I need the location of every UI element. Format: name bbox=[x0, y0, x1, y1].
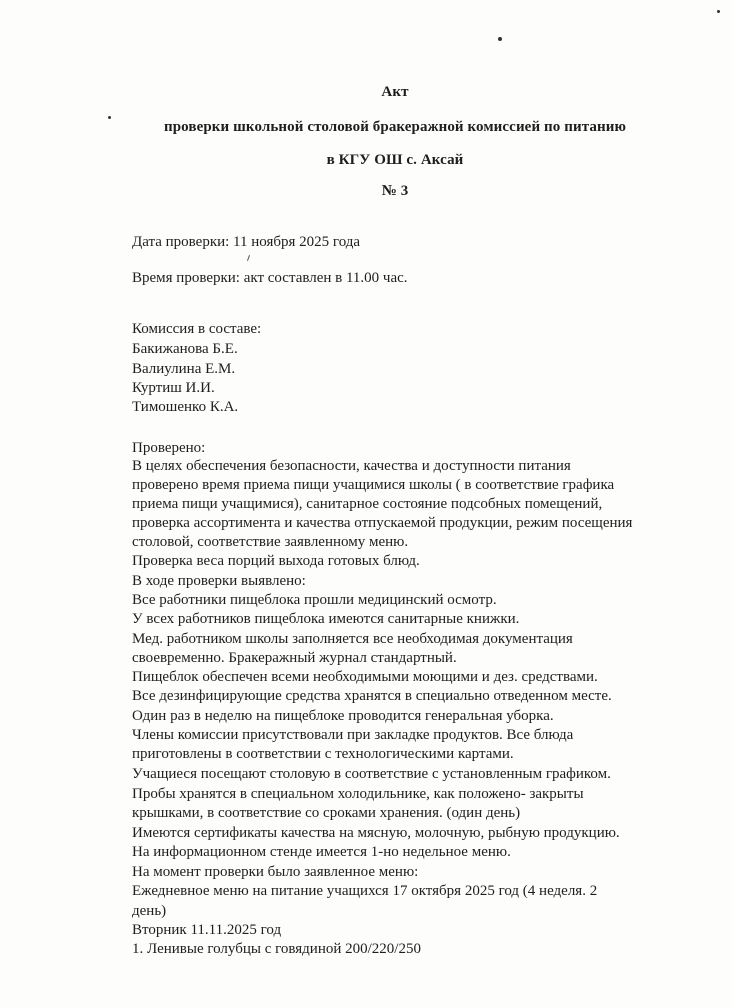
body-line: Пробы хранятся в специальном холодильнике, как положено- закрыты bbox=[132, 786, 584, 802]
commission-member: Бакижанова Б.Е. bbox=[132, 341, 238, 357]
body-line: На информационном стенде имеется 1-но недельное меню. bbox=[132, 844, 511, 860]
body-line: Проверка веса порций выхода готовых блюд. bbox=[132, 553, 420, 569]
document-number: № 3 bbox=[381, 183, 409, 199]
commission-member: Тимошенко К.А. bbox=[132, 399, 239, 415]
body-line: Один раз в неделю на пищеблоке проводится генеральная уборка. bbox=[132, 708, 554, 724]
body-line: В ходе проверки выявлено: bbox=[132, 573, 306, 589]
body-line: Вторник 11.11.2025 год bbox=[132, 922, 282, 938]
scan-mark bbox=[247, 255, 250, 261]
body-line: своевременно. Бракеражный журнал стандартный. bbox=[132, 650, 457, 666]
body-line: Члены комиссии присутствовали при закладке продуктов. Все блюда bbox=[132, 727, 574, 743]
body-line: приготовлены в соответствии с технологическими картами. bbox=[132, 746, 514, 762]
body-line: Учащиеся посещают столовую в соответствие с установленным графиком. bbox=[132, 766, 611, 782]
body-line: Проверено: bbox=[132, 440, 206, 456]
scan-speck bbox=[108, 116, 111, 119]
body-line: На момент проверки было заявленное меню: bbox=[132, 864, 419, 880]
body-line: У всех работников пищеблока имеются санитарные книжки. bbox=[132, 611, 520, 627]
document-title: Акт bbox=[381, 84, 409, 100]
body-line: проверено время приема пищи учащимися школы ( в соответствие графика bbox=[132, 477, 615, 493]
check-time: Время проверки: акт составлен в 11.00 час. bbox=[132, 270, 408, 286]
scan-speck bbox=[717, 10, 720, 13]
commission-member: Куртиш И.И. bbox=[132, 380, 215, 396]
document-subtitle: проверки школьной столовой бракеражной комиссией по питанию bbox=[163, 119, 627, 135]
body-line: Имеются сертификаты качества на мясную, молочную, рыбную продукцию. bbox=[132, 825, 620, 841]
body-line: столовой, соответствие заявленному меню. bbox=[132, 534, 409, 550]
body-line: Все дезинфицирующие средства хранятся в специально отведенном месте. bbox=[132, 688, 612, 704]
body-line: день) bbox=[132, 903, 167, 919]
scan-speck bbox=[498, 37, 502, 41]
commission-member: Валиулина Е.М. bbox=[132, 361, 236, 377]
body-line: крышками, в соответствие со сроками хранения. (один день) bbox=[132, 805, 521, 821]
body-line: Мед. работником школы заполняется все необходимая документация bbox=[132, 631, 573, 647]
body-line: 1. Ленивые голубцы с говядиной 200/220/250 bbox=[132, 941, 421, 957]
body-line: В целях обеспечения безопасности, качества и доступности питания bbox=[132, 458, 571, 474]
body-line: приема пищи учащимися), санитарное состояние подсобных помещений, bbox=[132, 496, 603, 512]
document-place: в КГУ ОШ с. Аксай bbox=[326, 152, 464, 168]
body-line: Пищеблок обеспечен всеми необходимыми моющими и дез. средствами. bbox=[132, 669, 598, 685]
body-line: проверка ассортимента и качества отпускаемой продукции, режим посещения bbox=[132, 515, 633, 531]
commission-heading: Комиссия в составе: bbox=[132, 321, 262, 337]
check-date: Дата проверки: 11 ноября 2025 года bbox=[132, 234, 361, 250]
body-line: Все работники пищеблока прошли медицинский осмотр. bbox=[132, 592, 497, 608]
body-line: Ежедневное меню на питание учащихся 17 октября 2025 год (4 неделя. 2 bbox=[132, 883, 598, 899]
